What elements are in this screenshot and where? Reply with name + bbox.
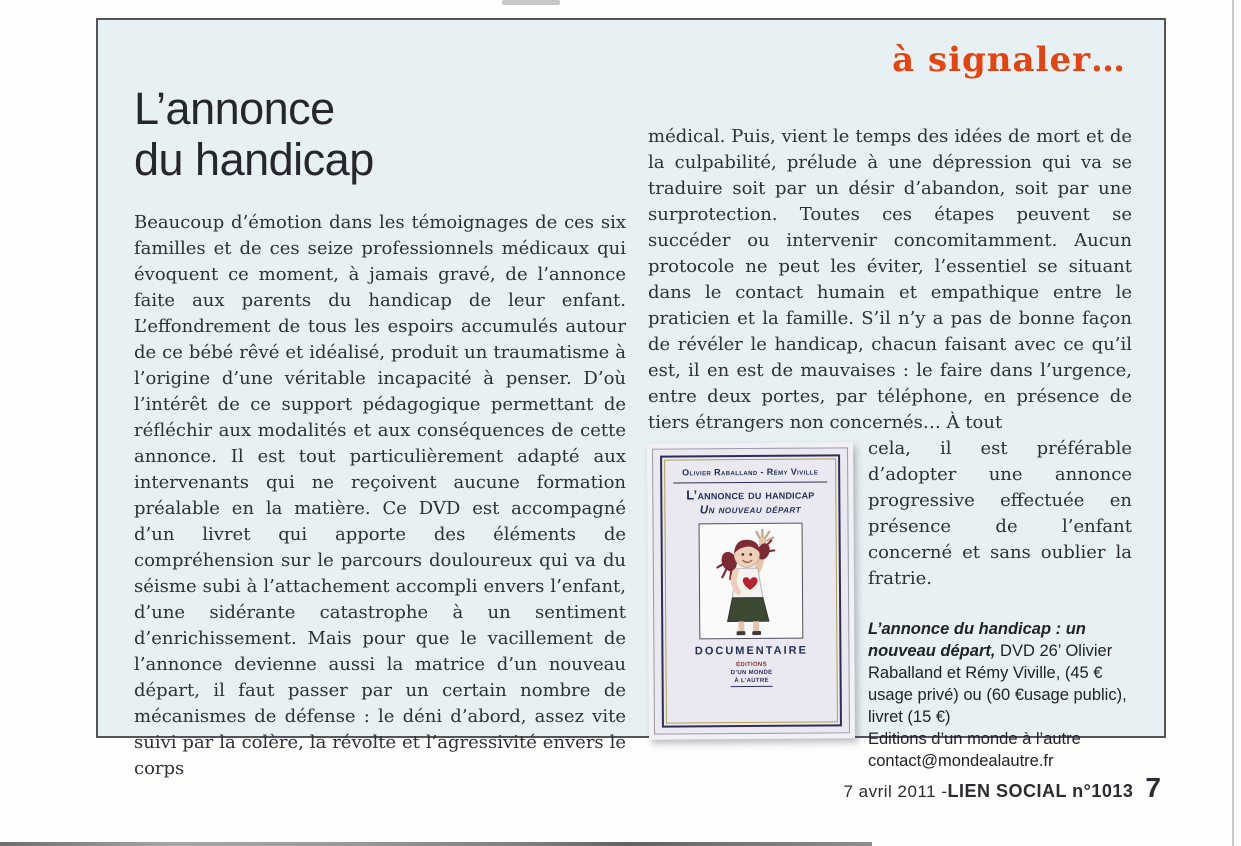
left-column xyxy=(134,84,626,782)
dvd-cover-frame xyxy=(660,454,842,727)
footer-journal: LIEN SOCIAL n°1013 xyxy=(947,781,1134,801)
right-column xyxy=(648,124,1132,772)
article-title xyxy=(134,84,626,186)
page-footer xyxy=(843,772,1161,804)
dvd-illustration xyxy=(699,523,804,640)
dvd-publisher-logo xyxy=(731,662,773,688)
footer-page-number: 7 xyxy=(1145,772,1161,803)
caption-details: DVD 26’ Olivier Raballand et Rémy Viville, (45 € usage privé) ou (60 €usage public), livret (15 €) xyxy=(868,642,1127,726)
right-column-text-top: médical. Puis, vient le temps des idées de mort et de la culpabilité, prélude à une dépression qui va se traduire soit par un désir d’abandon, soit par une surprotection. Toutes ces étapes peuvent se succéder ou intervenir concomitamment. Aucun protocole ne peut les éviter, l’essentiel se situant dans le contact humain et empathique entre le praticien et la famille. S’il n’y a pas de bonne façon de révéler le handicap, chacun faisant avec ce qu’il est, il en est de mauvaises : le faire dans l’urgence, entre deux portes, par téléphone, en présence de tiers étrangers non concernés… À tout xyxy=(648,126,1132,433)
dvd-cover-photo xyxy=(647,442,855,739)
dvd-publisher-line1: ÉDITIONS xyxy=(736,661,767,669)
caption-email: contact@mondealautre.fr xyxy=(868,752,1054,770)
dvd-authors: Olivier Raballand - Rémy Viville xyxy=(682,466,819,478)
dvd-publisher-line3: À L’AUTRE xyxy=(734,677,769,684)
dvd-subtitle: Un nouveau départ xyxy=(699,503,802,517)
section-flag: à signaler… xyxy=(892,40,1126,80)
article-panel xyxy=(96,18,1166,779)
caption-publisher: Editions d’un monde à l’autre xyxy=(868,730,1081,748)
scan-top-smudge xyxy=(502,0,560,5)
dvd-genre: DOCUMENTAIRE xyxy=(694,644,808,658)
wrap-section xyxy=(648,436,1132,772)
dvd-caption xyxy=(868,618,1132,772)
left-column-text: Beaucoup d’émotion dans les témoignages de ces six familles et de ces seize professionnels médicaux qui évoquent ce moment, à jamais gravé, de l’annonce faite aux parents du handicap de leur enfant. L’effondrement de tous les espoirs accumulés autour de ce bébé rêvé et idéalisé, produit un traumatisme à l’origine d’une véritable incapacité à penser. D’où l’intérêt de ce support pédagogique permettant de réfléchir aux modalités et aux conséquences de cette annonce. Il est tout particulièrement adapté aux intervenants qui ne reçoivent aucune formation préalable en la matière. Ce DVD est accompagné d’un livret qui apporte des éléments de compréhension sur le parcours douloureux qui va du séisme subi à l’attachement accompli envers l’enfant, d’une sidérante catastrophe à un sentiment d’enrichissement. Mais pour que le vacillement de l’annonce devienne aussi la matrice d’un nouveau départ, il faut passer par un certain nombre de mécanismes de défense : le déni d’abord, assez vite suivi par la colère, la révolte et l’agressivité envers le corps xyxy=(134,211,626,779)
article-title-line2: du handicap xyxy=(134,133,374,185)
dvd-cover-inner xyxy=(664,458,838,723)
scan-bottom-artifact xyxy=(0,842,872,846)
article-title-line1: L’annonce xyxy=(134,83,335,134)
girl-drawing-icon xyxy=(700,524,803,639)
caption-title: L’annonce du handicap : un nouveau départ, xyxy=(868,620,1086,660)
dvd-cover xyxy=(652,447,850,734)
dvd-title: L’annonce du handicap xyxy=(686,486,815,503)
scan-edge-line xyxy=(1232,0,1234,846)
footer-date: 7 avril 2011 - xyxy=(843,782,948,801)
dvd-divider xyxy=(673,481,827,483)
dvd-publisher-line2: D’UN MONDE xyxy=(730,669,773,676)
right-column-text-wrap: cela, il est préférable d’adopter une annonce progressive effectuée en présence de l’enfant concerné et sans oublier la fratrie. xyxy=(868,438,1132,589)
